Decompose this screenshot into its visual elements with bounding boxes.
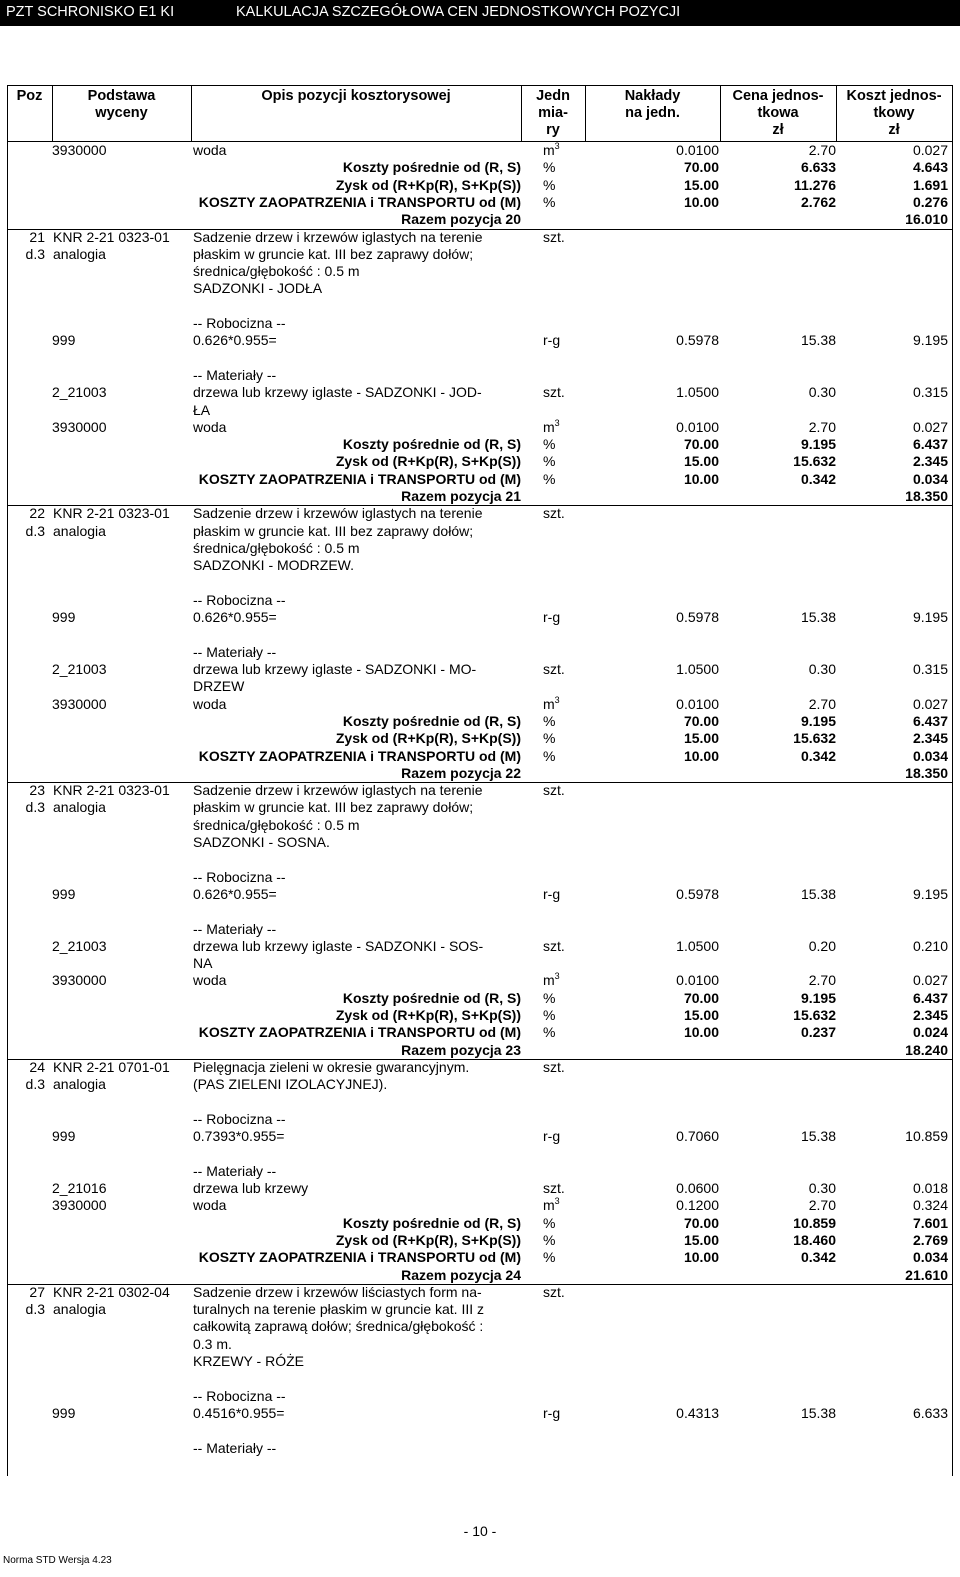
koszt-cell: 0.027 xyxy=(912,695,948,712)
koszt-cell: 0.027 xyxy=(912,418,948,435)
summary-label: KOSZTY ZAOPATRZENIA i TRANSPORTU od (M) xyxy=(198,1024,521,1041)
naklad-cell: 15.00 xyxy=(683,1007,719,1023)
naklad-cell: 15.00 xyxy=(683,453,719,470)
resource-description: NA xyxy=(193,955,213,972)
cena-cell: 11.276 xyxy=(793,176,836,193)
koszt-cell: 9.195 xyxy=(912,885,948,902)
summary-label: Zysk od (R+Kp(R), S+Kp(S)) xyxy=(335,176,521,193)
koszt-cell: 0.018 xyxy=(912,1180,948,1196)
cena-cell: 0.20 xyxy=(808,937,836,954)
unit-superscript: 3 xyxy=(554,417,560,428)
naklad-cell: 0.4313 xyxy=(676,1404,719,1421)
summary-label: Zysk od (R+Kp(R), S+Kp(S)) xyxy=(335,453,521,470)
resource-code: 3930000 xyxy=(52,972,107,989)
position-subnumber: d.3 xyxy=(25,1076,45,1093)
resource-code: 2_21003 xyxy=(52,384,107,401)
koszt-cell: 18.240 xyxy=(905,1041,948,1058)
description-line: płaskim w gruncie kat. III bez zaprawy dołów; xyxy=(193,799,474,816)
basis-note: analogia xyxy=(53,799,106,816)
section-heading: -- Materiały -- xyxy=(193,366,277,383)
cena-cell: 9.195 xyxy=(800,436,836,453)
resource-description: drzewa lub krzewy iglaste - SADZONKI - SOS- xyxy=(193,937,484,954)
resource-description: DRZEW xyxy=(193,678,245,695)
header-podstawa-2: wyceny xyxy=(95,105,148,121)
cena-cell: 9.195 xyxy=(800,712,836,729)
cena-cell: 15.38 xyxy=(800,885,836,902)
company-name: PZT SCHRONISKO E1 KI xyxy=(6,4,175,20)
koszt-cell: 10.859 xyxy=(905,1128,948,1145)
cena-cell: 0.342 xyxy=(800,1249,836,1266)
cena-cell: 2.70 xyxy=(808,972,836,989)
cena-cell: 10.859 xyxy=(793,1214,836,1231)
unit-cell: % xyxy=(543,176,556,193)
summary-label: Koszty pośrednie od (R, S) xyxy=(342,712,521,729)
unit-cell: % xyxy=(543,1024,556,1041)
naklad-cell: 15.00 xyxy=(683,730,719,747)
position-number: 23 xyxy=(29,782,45,799)
resource-code: 3930000 xyxy=(52,418,107,435)
naklad-cell: 0.5978 xyxy=(676,885,719,902)
koszt-cell: 0.034 xyxy=(912,470,948,487)
basis-code: KNR 2-21 0323-01 xyxy=(53,505,170,522)
unit-cell: szt. xyxy=(543,1180,565,1196)
section-heading: -- Materiały -- xyxy=(193,643,277,660)
summary-label: KOSZTY ZAOPATRZENIA i TRANSPORTU od (M) xyxy=(198,747,521,764)
summary-label: Koszty pośrednie od (R, S) xyxy=(342,989,521,1006)
unit-cell: % xyxy=(543,193,556,210)
section-heading: -- Materiały -- xyxy=(193,920,277,937)
resource-code: 999 xyxy=(52,609,76,626)
naklad-cell: 1.0500 xyxy=(676,937,719,954)
koszt-cell: 0.027 xyxy=(912,142,948,158)
section-heading: -- Materiały -- xyxy=(193,1162,277,1179)
description-line: Sadzenie drzew i krzewów iglastych na terenie xyxy=(193,228,483,245)
unit-superscript: 3 xyxy=(554,694,560,705)
koszt-cell: 2.345 xyxy=(912,730,948,747)
naklad-cell: 0.7060 xyxy=(676,1128,719,1145)
unit-cell: szt. xyxy=(543,937,565,954)
resource-description: 0.4516*0.955= xyxy=(193,1404,285,1421)
resource-code: 3930000 xyxy=(52,142,107,158)
basis-note: analogia xyxy=(53,1076,106,1093)
software-version: Norma STD Wersja 4.23 xyxy=(3,1555,112,1566)
koszt-cell: 18.350 xyxy=(905,764,948,781)
summary-label: KOSZTY ZAOPATRZENIA i TRANSPORTU od (M) xyxy=(198,470,521,487)
unit-cell: $m^3$ xyxy=(543,141,560,158)
position-subnumber: d.3 xyxy=(25,245,45,262)
resource-description: drzewa lub krzewy iglaste - SADZONKI - MO- xyxy=(193,661,477,677)
naklad-cell: 70.00 xyxy=(683,159,719,176)
unit-cell: szt. xyxy=(543,661,565,677)
naklad-cell: 70.00 xyxy=(683,1214,719,1231)
description-line: płaskim w gruncie kat. III bez zaprawy dołów; xyxy=(193,522,474,539)
naklad-cell: 0.5978 xyxy=(676,332,719,349)
koszt-cell: 6.437 xyxy=(912,989,948,1006)
resource-description: 0.626*0.955= xyxy=(193,332,277,349)
resource-code: 3930000 xyxy=(52,1197,107,1214)
header-cena-1: Cena jednos- xyxy=(732,88,824,104)
cena-cell: 18.460 xyxy=(793,1231,836,1248)
cena-cell: 15.632 xyxy=(793,730,836,747)
cena-cell: 15.632 xyxy=(793,1007,836,1023)
unit-cell: % xyxy=(543,159,556,176)
koszt-cell: 0.276 xyxy=(912,193,948,210)
unit-cell: r-g xyxy=(543,332,561,349)
unit-superscript: 3 xyxy=(554,141,560,151)
basis-code: KNR 2-21 0323-01 xyxy=(53,782,170,799)
description-line: SADZONKI - SOSNA. xyxy=(193,834,330,850)
header-koszt-1: Koszt jednos- xyxy=(846,88,942,104)
header-cena-3: zł xyxy=(772,122,784,138)
unit-superscript: 3 xyxy=(554,971,560,982)
header-poz: Poz xyxy=(16,88,43,104)
header-cena-2: tkowa xyxy=(757,105,799,121)
description-line: Pielęgnacja zieleni w okresie gwarancyjnym. xyxy=(193,1058,470,1075)
koszt-cell: 16.010 xyxy=(905,211,948,228)
description-line: całkowitą zaprawą dołów; średnica/głębokość : xyxy=(193,1318,484,1335)
resource-code: 999 xyxy=(52,885,76,902)
unit-cell: szt. xyxy=(543,782,565,799)
koszt-cell: 0.034 xyxy=(912,747,948,764)
summary-label: Zysk od (R+Kp(R), S+Kp(S)) xyxy=(335,1231,521,1248)
position-subnumber: d.3 xyxy=(25,522,45,539)
position-number: 27 xyxy=(29,1283,45,1300)
cena-cell: 0.342 xyxy=(800,747,836,764)
unit-cell: r-g xyxy=(543,609,561,626)
unit-cell: szt. xyxy=(543,505,565,522)
naklad-cell: 10.00 xyxy=(683,747,719,764)
description-line: SADZONKI - JODŁA xyxy=(193,280,323,297)
table-left-border xyxy=(7,141,8,1476)
description-line: Sadzenie drzew i krzewów iglastych na terenie xyxy=(193,782,483,799)
document-title: KALKULACJA SZCZEGÓŁOWA CEN JEDNOSTKOWYCH POZYCJI xyxy=(236,4,681,20)
unit-cell: $m^3$ xyxy=(543,971,560,989)
koszt-cell: 18.350 xyxy=(905,488,948,504)
section-heading: -- Robocizna -- xyxy=(193,1110,286,1127)
summary-label: Razem pozycja 23 xyxy=(401,1041,521,1058)
naklad-cell: 70.00 xyxy=(683,989,719,1006)
resource-description: ŁA xyxy=(193,401,211,418)
position-subnumber: d.3 xyxy=(25,799,45,816)
unit-cell: szt. xyxy=(543,1058,565,1075)
naklad-cell: 0.0100 xyxy=(676,695,719,712)
naklad-cell: 1.0500 xyxy=(676,661,719,677)
koszt-cell: 0.027 xyxy=(912,972,948,989)
resource-description: drzewa lub krzewy xyxy=(193,1180,309,1196)
position-subnumber: d.3 xyxy=(25,1301,45,1318)
resource-description: 0.626*0.955= xyxy=(193,885,277,902)
description-line: średnica/głębokość : 0.5 m xyxy=(193,263,360,280)
description-line: Sadzenie drzew i krzewów liściastych form na- xyxy=(193,1283,482,1300)
unit-cell: szt. xyxy=(543,1283,565,1300)
resource-code: 3930000 xyxy=(52,695,107,712)
koszt-cell: 6.437 xyxy=(912,436,948,453)
cena-cell: 2.70 xyxy=(808,1197,836,1214)
koszt-cell: 9.195 xyxy=(912,332,948,349)
koszt-cell: 2.345 xyxy=(912,453,948,470)
resource-description: woda xyxy=(193,972,227,989)
description-line: (PAS ZIELENI IZOLACYJNEJ). xyxy=(193,1076,388,1093)
cena-cell: 15.38 xyxy=(800,332,836,349)
summary-label: Koszty pośrednie od (R, S) xyxy=(342,159,521,176)
naklad-cell: 0.0100 xyxy=(676,972,719,989)
resource-description: woda xyxy=(193,1197,227,1214)
resource-code: 999 xyxy=(52,1404,76,1421)
koszt-cell: 0.315 xyxy=(912,384,948,401)
resource-code: 2_21016 xyxy=(52,1180,107,1196)
unit-cell: r-g xyxy=(543,885,561,902)
header-jedn-3: ry xyxy=(546,122,560,138)
naklad-cell: 0.5978 xyxy=(676,609,719,626)
cena-cell: 15.38 xyxy=(800,609,836,626)
unit-cell: szt. xyxy=(543,228,565,245)
cena-cell: 15.38 xyxy=(800,1404,836,1421)
header-naklady-1: Nakłady xyxy=(624,88,681,104)
document-header-bar xyxy=(0,0,960,26)
unit-cell: r-g xyxy=(543,1128,561,1145)
basis-code: KNR 2-21 0302-04 xyxy=(53,1283,170,1300)
resource-description: 0.7393*0.955= xyxy=(193,1128,285,1145)
summary-label: Koszty pośrednie od (R, S) xyxy=(342,436,521,453)
description-line: średnica/głębokość : 0.5 m xyxy=(193,816,360,833)
cena-cell: 0.342 xyxy=(800,470,836,487)
cena-cell: 15.632 xyxy=(793,453,836,470)
cena-cell: 6.633 xyxy=(800,159,836,176)
naklad-cell: 15.00 xyxy=(683,1231,719,1248)
header-koszt-3: zł xyxy=(888,122,900,138)
cena-cell: 0.30 xyxy=(808,661,836,677)
section-heading: -- Robocizna -- xyxy=(193,315,286,331)
naklad-cell: 10.00 xyxy=(683,1024,719,1041)
header-koszt-2: tkowy xyxy=(873,105,915,121)
unit-cell: % xyxy=(543,1249,556,1266)
header-jedn-2: mia- xyxy=(538,105,568,121)
description-line: płaskim w gruncie kat. III bez zaprawy dołów; xyxy=(193,245,474,262)
naklad-cell: 10.00 xyxy=(683,470,719,487)
naklad-cell: 0.0100 xyxy=(676,142,719,158)
unit-cell: % xyxy=(543,989,556,1006)
naklad-cell: 0.0600 xyxy=(676,1180,719,1196)
unit-cell: $m^3$ xyxy=(543,417,560,435)
resource-description: woda xyxy=(193,142,227,158)
koszt-cell: 6.633 xyxy=(912,1404,948,1421)
basis-note: analogia xyxy=(53,522,106,539)
summary-label: Razem pozycja 21 xyxy=(401,488,521,504)
description-line: SADZONKI - MODRZEW. xyxy=(193,557,354,574)
basis-note: analogia xyxy=(53,245,106,262)
cena-cell: 0.237 xyxy=(800,1024,836,1041)
resource-description: woda xyxy=(193,418,227,435)
header-jedn-1: Jedn xyxy=(536,88,570,104)
cena-cell: 2.70 xyxy=(808,695,836,712)
koszt-cell: 0.034 xyxy=(912,1249,948,1266)
unit-cell: r-g xyxy=(543,1404,561,1421)
naklad-cell: 70.00 xyxy=(683,436,719,453)
unit-cell: $m^3$ xyxy=(543,1196,560,1214)
koszt-cell: 0.024 xyxy=(912,1024,948,1041)
cena-cell: 9.195 xyxy=(800,989,836,1006)
koszt-cell: 0.210 xyxy=(912,937,948,954)
cena-cell: 2.70 xyxy=(808,418,836,435)
koszt-cell: 9.195 xyxy=(912,609,948,626)
description-line: 0.3 m. xyxy=(193,1335,232,1352)
basis-note: analogia xyxy=(53,1301,106,1318)
summary-label: Koszty pośrednie od (R, S) xyxy=(342,1214,521,1231)
section-heading: -- Robocizna -- xyxy=(193,1387,286,1404)
resource-description: woda xyxy=(193,695,227,712)
position-number: 21 xyxy=(29,228,45,245)
naklad-cell: 10.00 xyxy=(683,1249,719,1266)
description-line: turalnych na terenie płaskim w gruncie kat. III z xyxy=(193,1301,485,1318)
unit-cell: % xyxy=(543,747,556,764)
position-number: 22 xyxy=(29,505,45,522)
koszt-cell: 7.601 xyxy=(912,1214,948,1231)
unit-cell: % xyxy=(543,712,556,729)
cena-cell: 2.70 xyxy=(808,142,836,158)
cena-cell: 0.30 xyxy=(808,384,836,401)
basis-code: KNR 2-21 0323-01 xyxy=(53,228,170,245)
resource-code: 2_21003 xyxy=(52,661,107,677)
naklad-cell: 0.0100 xyxy=(676,418,719,435)
unit-cell: % xyxy=(543,1214,556,1231)
koszt-cell: 6.437 xyxy=(912,712,948,729)
naklad-cell: 15.00 xyxy=(683,176,719,193)
section-heading: -- Robocizna -- xyxy=(193,868,286,885)
cena-cell: 0.30 xyxy=(808,1180,836,1196)
koszt-cell: 4.643 xyxy=(912,159,948,176)
koszt-cell: 0.324 xyxy=(912,1197,948,1214)
summary-label: Razem pozycja 22 xyxy=(401,764,521,781)
naklad-cell: 10.00 xyxy=(683,193,719,210)
description-line: Sadzenie drzew i krzewów iglastych na terenie xyxy=(193,505,483,522)
koszt-cell: 1.691 xyxy=(912,176,948,193)
koszt-cell: 2.769 xyxy=(912,1231,948,1248)
header-opis: Opis pozycji kosztorysowej xyxy=(261,88,451,104)
unit-cell: % xyxy=(543,436,556,453)
table-right-border xyxy=(952,141,953,1476)
unit-cell: % xyxy=(543,1231,556,1248)
resource-code: 999 xyxy=(52,1128,76,1145)
naklad-cell: 1.0500 xyxy=(676,384,719,401)
section-heading: -- Materiały -- xyxy=(193,1439,277,1456)
cena-cell: 2.762 xyxy=(800,193,836,210)
description-line: średnica/głębokość : 0.5 m xyxy=(193,539,360,556)
unit-cell: % xyxy=(543,730,556,747)
naklad-cell: 0.1200 xyxy=(676,1197,719,1214)
header-podstawa-1: Podstawa xyxy=(87,88,156,104)
koszt-cell: 0.315 xyxy=(912,661,948,677)
summary-label: KOSZTY ZAOPATRZENIA i TRANSPORTU od (M) xyxy=(198,193,521,210)
unit-cell: % xyxy=(543,470,556,487)
page-number: - 10 - xyxy=(463,1523,497,1539)
resource-code: 2_21003 xyxy=(52,937,107,954)
summary-label: Zysk od (R+Kp(R), S+Kp(S)) xyxy=(335,730,521,747)
koszt-cell: 2.345 xyxy=(912,1007,948,1023)
resource-description: drzewa lub krzewy iglaste - SADZONKI - JOD- xyxy=(193,384,482,401)
summary-label: Zysk od (R+Kp(R), S+Kp(S)) xyxy=(335,1007,521,1023)
unit-cell: $m^3$ xyxy=(543,694,560,712)
koszt-cell: 21.610 xyxy=(905,1266,948,1283)
basis-code: KNR 2-21 0701-01 xyxy=(53,1058,170,1075)
unit-superscript: 3 xyxy=(554,1196,560,1207)
resource-description: 0.626*0.955= xyxy=(193,609,277,626)
summary-label: KOSZTY ZAOPATRZENIA i TRANSPORTU od (M) xyxy=(198,1249,521,1266)
section-heading: -- Robocizna -- xyxy=(193,591,286,608)
cena-cell: 15.38 xyxy=(800,1128,836,1145)
naklad-cell: 70.00 xyxy=(683,712,719,729)
description-line: KRZEWY - RÓŻE xyxy=(193,1353,304,1369)
position-number: 24 xyxy=(29,1058,45,1075)
unit-cell: % xyxy=(543,453,556,470)
unit-cell: szt. xyxy=(543,384,565,401)
header-naklady-2: na jedn. xyxy=(625,105,680,121)
resource-code: 999 xyxy=(52,332,76,349)
unit-cell: % xyxy=(543,1007,556,1023)
summary-label: Razem pozycja 24 xyxy=(401,1266,521,1283)
summary-label: Razem pozycja 20 xyxy=(401,211,521,228)
